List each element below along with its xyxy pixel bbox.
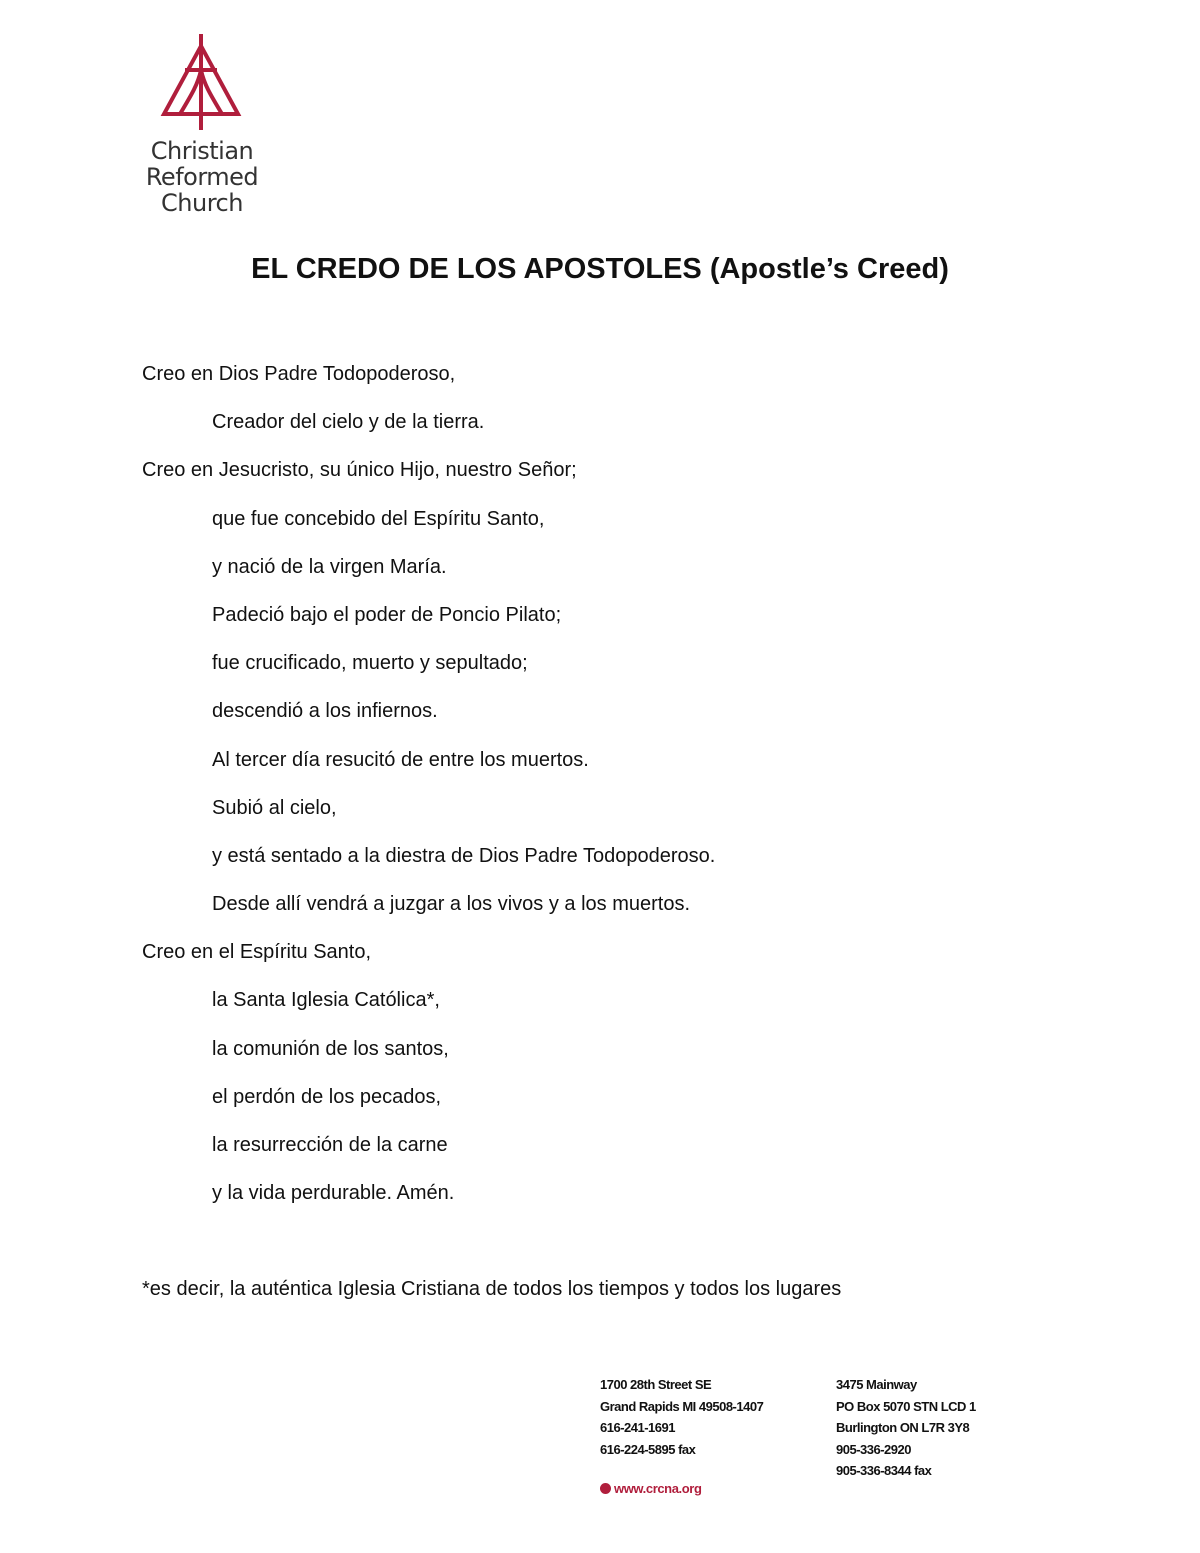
page-title: EL CREDO DE LOS APOSTOLES (Apostle’s Creed) <box>251 253 949 285</box>
logo-line: Church <box>161 189 243 217</box>
creed-text <box>142 358 715 1225</box>
creed-line: la resurrección de la carne <box>212 1134 448 1156</box>
creed-line: y está sentado a la diestra de Dios Padre Todopoderoso. <box>212 844 716 867</box>
creed-line: que fue concebido del Espíritu Santo, <box>212 507 545 530</box>
address-line: 3475 Mainway <box>836 1377 917 1392</box>
website-url[interactable]: www.crcna.org <box>614 1481 702 1496</box>
creed-line: Creo en Jesucristo, su único Hijo, nuestro Señor; <box>142 459 577 482</box>
creed-line: la Santa Iglesia Católica*, <box>212 989 440 1012</box>
creed-line: y la vida perdurable. Amén. <box>212 1182 455 1205</box>
address-line: 905-336-2920 <box>836 1441 911 1457</box>
address-line: 905-336-8344 fax <box>836 1463 932 1478</box>
address-line: 616-224-5895 fax <box>600 1441 696 1457</box>
creed-line: Desde allí vendrá a juzgar a los vivos y a los muertos. <box>212 893 690 916</box>
creed-line: Subió al cielo, <box>212 796 337 819</box>
creed-line: Creador del cielo y de la tierra. <box>212 411 485 434</box>
logo-text <box>138 138 266 216</box>
crc-logo <box>138 32 268 216</box>
cross-triangle-icon <box>158 32 244 132</box>
address-canada <box>836 1374 976 1482</box>
logo-line: Christian <box>150 137 254 165</box>
address-line: Grand Rapids MI 49508-1407 <box>600 1398 764 1414</box>
creed-line: el perdón de los pecados, <box>212 1085 442 1108</box>
address-line: 616-241-1691 <box>600 1420 675 1435</box>
logo-line: Reformed <box>145 163 259 191</box>
creed-line: Creo en el Espíritu Santo, <box>142 941 372 964</box>
creed-line: y nació de la virgen María. <box>212 555 447 578</box>
creed-line: Padeció bajo el poder de Poncio Pilato; <box>212 603 562 626</box>
address-line: 1700 28th Street SE <box>600 1377 712 1392</box>
footnote: *es decir, la auténtica Iglesia Cristiana de todos los tiempos y todos los lugares <box>142 1278 842 1300</box>
creed-line: fue crucificado, muerto y sepultado; <box>212 652 528 675</box>
creed-line: la comunión de los santos, <box>212 1037 449 1060</box>
address-line: Burlington ON L7R 3Y8 <box>836 1420 970 1435</box>
address-line: PO Box 5070 STN LCD 1 <box>836 1398 976 1414</box>
creed-line: Al tercer día resucitó de entre los muertos. <box>212 748 589 771</box>
website-link[interactable] <box>600 1481 702 1496</box>
globe-icon <box>600 1483 611 1494</box>
address-us <box>600 1374 763 1460</box>
creed-line: descendió a los infiernos. <box>212 700 438 723</box>
creed-line: Creo en Dios Padre Todopoderoso, <box>142 363 456 385</box>
